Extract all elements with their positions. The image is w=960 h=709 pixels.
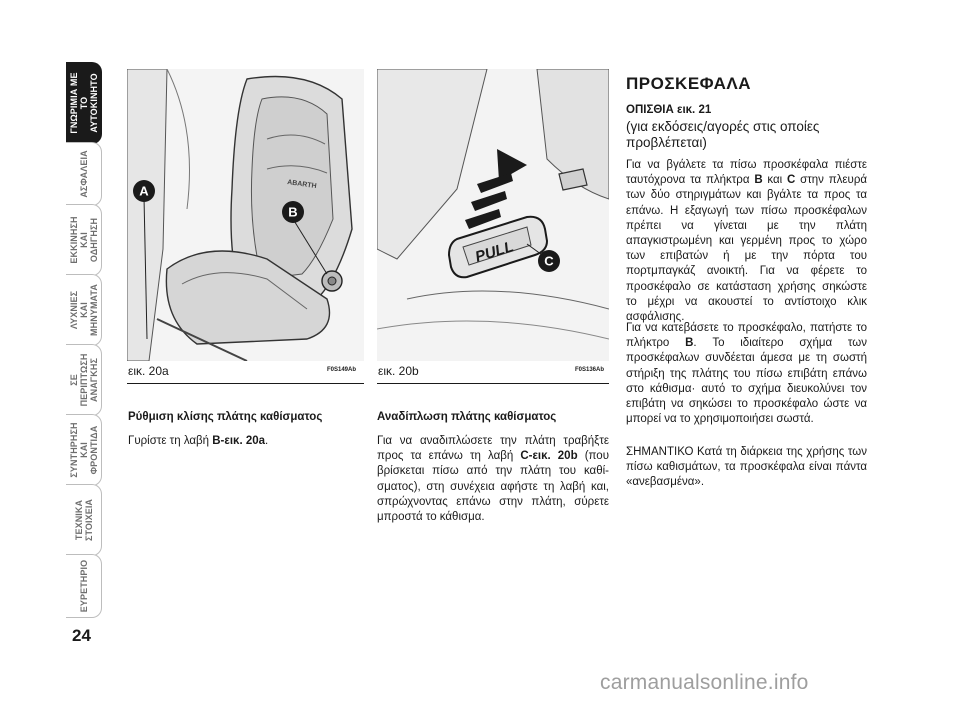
page-number: 24 <box>72 626 91 645</box>
tab-label-line: ΑΝΑΓΚΗΣ <box>88 357 99 403</box>
figure-reference: C-εικ. 20b <box>520 450 578 463</box>
rear-headrests-heading: ΟΠΙΣΘΙΑ εικ. 21 <box>626 104 712 116</box>
tab-label-line: ΣΥΝΤΗΡΗΣΗ <box>68 422 79 478</box>
important-note: ΣΗΜΑΝΤΙΚΟ Κατά τη διάρκεια της χρήσης των πίσω καθισμάτων, τα προσκέφαλα είναι πάντα «ανεβασμένα». <box>626 446 867 489</box>
figure-a-rule <box>127 383 364 384</box>
tab-label-line: ΜΗΝΥΜΑΤΑ <box>88 284 99 336</box>
tab-label-line: ΕΥΡΕΤΗΡΙΟ <box>78 559 89 613</box>
headrest-removal-paragraph: Για να βγάλετε τα πίσω προσκέφαλα πιέστε ταυτόχρονα τα πλήκτρα B και C στην πλευρά των δύο στηριγμάτων και βγάλτε τα προς τα επάνω. Η εξαγωγή των πίσω προσκέφαλων πρέπει να γίνεται με την πλάτη απαγκιστρωμένη και γερμένη προς το χώρο των επιβατών ή με την πόρτα του πορτμπαγκάζ ανοικτή. Για να φέρετε το προσκέφαλο σε κατάσταση χρήσης σηκώστε το μέχρι να ακουστεί το αντίστοιχο κλικ ασφάλισης. <box>626 159 868 324</box>
seat-illustration <box>127 69 364 361</box>
pull-label: PULL <box>473 238 516 266</box>
tab-warning-lights[interactable] <box>66 274 102 346</box>
callout-b <box>281 200 305 224</box>
tab-label-line: ΚΑΙ <box>78 442 89 458</box>
tab-emergency[interactable] <box>66 344 102 416</box>
tab-label-line: ΠΕΡΙΠΤΩΣΗ <box>78 353 89 407</box>
tab-technical-data[interactable] <box>66 484 102 556</box>
availability-note: (για εκδόσεις/αγορές στις οποίες προβλέπεται) <box>626 119 820 150</box>
figure-a-caption: εικ. 20a <box>128 364 169 378</box>
tab-label-line: ΚΑΙ <box>78 302 89 318</box>
tab-maintenance[interactable] <box>66 414 102 486</box>
section-title: ΠΡΟΣΚΕΦΑΛΑ <box>626 74 752 93</box>
watermark: carmanualsonline.info <box>600 671 809 694</box>
figure-b-rule <box>377 383 609 384</box>
callout-c <box>537 249 561 273</box>
callout-a <box>132 179 156 203</box>
callout-c-label: C <box>544 253 554 269</box>
tab-label-line: ΑΥΤΟΚΙΝΗΤΟ <box>88 73 99 133</box>
figure-reference: B-εικ. 20a <box>212 435 266 447</box>
tab-label-line: ΤΟ <box>78 96 89 110</box>
tab-getting-to-know[interactable] <box>66 62 102 144</box>
tab-label-line: ΦΡΟΝΤΙΔΑ <box>88 425 99 475</box>
figure-b-caption: εικ. 20b <box>378 364 419 378</box>
fold-heading: Αναδίπλωση πλάτης καθίσματος <box>377 411 557 423</box>
tab-label-line: ΓΝΩΡΙΜΙΑ ΜΕ <box>68 72 79 134</box>
callout-a-label: A <box>139 183 149 199</box>
tab-label-line: ΤΕΧΝΙΚΑ <box>73 499 84 541</box>
recline-paragraph: Γυρίστε τη λαβή B-εικ. 20a. <box>128 435 269 447</box>
callout-b-label: B <box>288 204 298 220</box>
tab-label-line: ΛΥΧΝΙΕΣ <box>68 290 79 330</box>
tab-safety[interactable] <box>66 142 102 206</box>
tab-index[interactable] <box>66 554 102 618</box>
tab-label-line: ΚΑΙ <box>78 232 89 248</box>
tab-label-line: ΣΤΟΙΧΕΙΑ <box>83 498 94 542</box>
figure-seat-fold <box>377 69 609 361</box>
tab-label-line: ΕΚΚΙΝΗΣΗ <box>68 216 79 264</box>
figure-seat-recline <box>127 69 364 361</box>
lever-illustration <box>377 69 609 361</box>
headrest-lowering-paragraph: Για να κατεβάσετε το προσκέφαλο, πατήστε το πλήκτρο B. Το ιδιαίτερο σχήμα των προσκέφαλων συνδέεται άμεσα με τη σωστή στήριξη της πλάτης του πίσω επιβάτη επάνω στο κάθισμα· αυτό το σχήμα διευκολύνει τον επιβάτη να σηκώσει το προσκέφαλο ώστε να μπορεί να το χρησιμοποιήσει σωστά. <box>626 322 867 426</box>
figure-b-code: F0S136Ab <box>575 367 605 373</box>
recline-heading: Ρύθμιση κλίσης πλάτης καθίσματος <box>128 411 323 423</box>
tab-label-line: ΑΣΦΑΛΕΙΑ <box>78 150 89 198</box>
figure-a-code: F0S149Ab <box>327 367 357 373</box>
tab-label-line: ΣΕ <box>68 374 79 386</box>
seat-logo-text: ABARTH <box>286 179 317 191</box>
tab-starting-driving[interactable] <box>66 204 102 276</box>
fold-paragraph: Για να αναδιπλώσετε την πλάτη τραβήξτε προς τα επάνω τη λαβή C-εικ. 20b (που βρίσκεται πίσω από την πλάτη του καθίσματος), στη συνέχεια αφήστε τη λαβή και, σπρώχνοντας επάνω στην πλάτη, σύρετε μπροστά το κάθισμα. <box>377 435 609 524</box>
tab-label-line: ΟΔΗΓΗΣΗ <box>88 217 99 263</box>
